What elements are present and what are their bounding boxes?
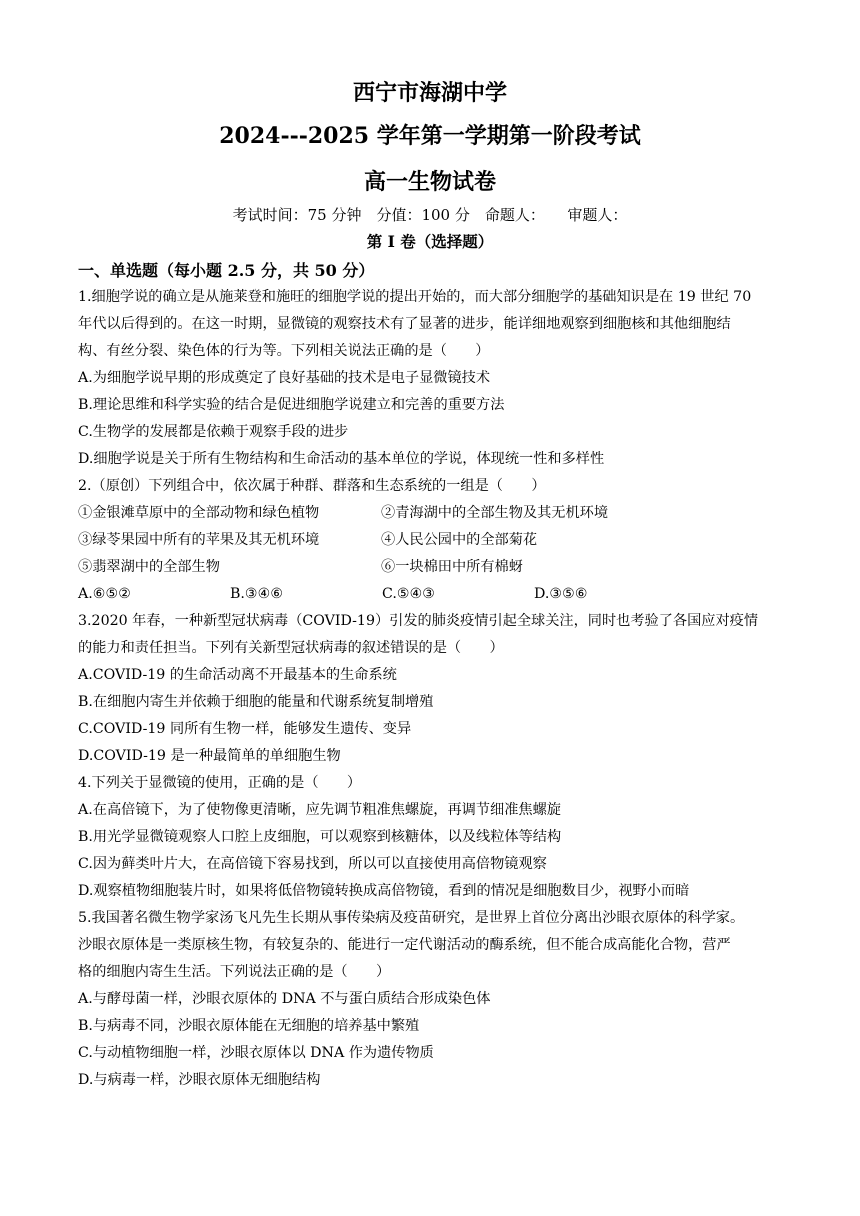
item: ②青海湖中的全部生物及其无机环境 bbox=[381, 505, 609, 521]
item-row bbox=[78, 500, 782, 527]
option-row bbox=[78, 581, 782, 608]
option-c: C.COVID-19 同所有生物一样，能够发生遗传、变异 bbox=[78, 721, 412, 737]
question-2 bbox=[78, 473, 782, 608]
option-b: B.在细胞内寄生并依赖于细胞的能量和代谢系统复制增殖 bbox=[78, 694, 434, 710]
school-title: 西宁市海湖中学 bbox=[352, 80, 507, 106]
item-row bbox=[78, 554, 782, 581]
option-d: D.细胞学说是关于所有生物结构和生命活动的基本单位的学说，体现统一性和多样性 bbox=[78, 451, 605, 467]
question-stem: 年代以后得到的。在这一时期，显微镜的观察技术有了显著的进步，能详细地观察到细胞核和其他细胞结 bbox=[78, 316, 731, 332]
exam-info: 考试时间：75 分钟 分值：100 分 命题人： 审题人： bbox=[232, 206, 628, 224]
option-b: B.与病毒不同，沙眼衣原体能在无细胞的培养基中繁殖 bbox=[78, 1018, 420, 1034]
item: ①金银滩草原中的全部动物和绿色植物 bbox=[78, 505, 320, 521]
option-c: C.与动植物细胞一样，沙眼衣原体以 DNA 作为遗传物质 bbox=[78, 1045, 434, 1061]
option-d: D.与病毒一样，沙眼衣原体无细胞结构 bbox=[78, 1072, 321, 1088]
option-c: C.因为藓类叶片大，在高倍镜下容易找到，所以可以直接使用高倍物镜观察 bbox=[78, 856, 547, 872]
item: ④人民公园中的全部菊花 bbox=[381, 532, 538, 548]
option-d: D.③⑤⑥ bbox=[534, 586, 588, 602]
question-stem: 1.细胞学说的确立是从施莱登和施旺的细胞学说的提出开始的，而大部分细胞学的基础知识是在 19 世纪 70 bbox=[78, 289, 752, 305]
option-a: A.COVID-19 的生命活动离不开最基本的生命系统 bbox=[78, 667, 397, 683]
question-4 bbox=[78, 770, 782, 905]
option-d: D.COVID-19 是一种最简单的单细胞生物 bbox=[78, 748, 341, 764]
section-title: 第 Ⅰ 卷（选择题） bbox=[366, 232, 494, 251]
option-c: C.⑤④③ bbox=[382, 586, 436, 602]
item: ⑥一块棉田中所有棉蚜 bbox=[381, 559, 523, 575]
option-b: B.理论思维和科学实验的结合是促进细胞学说建立和完善的重要方法 bbox=[78, 397, 505, 413]
part-heading: 一、单选题（每小题 2.5 分，共 50 分） bbox=[78, 261, 375, 280]
question-stem: 格的细胞内寄生生活。下列说法正确的是（ ） bbox=[78, 964, 391, 980]
question-stem: 2.（原创）下列组合中，依次属于种群、群落和生态系统的一组是（ ） bbox=[78, 478, 546, 494]
subject-title: 高一生物试卷 bbox=[363, 169, 496, 195]
question-stem: 3.2020 年春，一种新型冠状病毒（COVID-19）引发的肺炎疫情引起全球关注，同时也考验了各国应对疫情 bbox=[78, 613, 759, 629]
option-c: C.生物学的发展都是依赖于观察手段的进步 bbox=[78, 424, 349, 440]
option-b: B.用光学显微镜观察人口腔上皮细胞，可以观察到核糖体，以及线粒体等结构 bbox=[78, 829, 562, 845]
question-3 bbox=[78, 608, 782, 770]
option-a: A.在高倍镜下，为了使物像更清晰，应先调节粗准焦螺旋，再调节细准焦螺旋 bbox=[78, 802, 561, 818]
option-a: A.与酵母菌一样，沙眼衣原体的 DNA 不与蛋白质结合形成染色体 bbox=[78, 991, 491, 1007]
question-list bbox=[78, 284, 782, 1094]
question-stem: 的能力和责任担当。下列有关新型冠状病毒的叙述错误的是（ ） bbox=[78, 640, 504, 656]
option-d: D.观察植物细胞装片时，如果将低倍物镜转换成高倍物镜，看到的情况是细胞数目少，视野小而暗 bbox=[78, 883, 690, 899]
option-a: A.⑥⑤② bbox=[78, 586, 131, 602]
item: ③绿苓果园中所有的苹果及其无机环境 bbox=[78, 532, 320, 548]
item: ⑤翡翠湖中的全部生物 bbox=[78, 559, 220, 575]
question-stem: 4.下列关于显微镜的使用，正确的是（ ） bbox=[78, 775, 362, 791]
item-row bbox=[78, 527, 782, 554]
question-stem: 构、有丝分裂、染色体的行为等。下列相关说法正确的是（ ） bbox=[78, 343, 490, 359]
question-1 bbox=[78, 284, 782, 473]
exam-title: 2024---2025 学年第一学期第一阶段考试 bbox=[219, 123, 641, 149]
question-stem: 沙眼衣原体是一类原核生物，有较复杂的、能进行一定代谢活动的酶系统，但不能合成高能化合物，营严 bbox=[78, 937, 731, 953]
option-b: B.③④⑥ bbox=[230, 586, 284, 602]
question-stem: 5.我国著名微生物学家汤飞凡先生长期从事传染病及疫苗研究，是世界上首位分离出沙眼衣原体的科学家。 bbox=[78, 910, 745, 926]
question-5 bbox=[78, 905, 782, 1094]
option-a: A.为细胞学说早期的形成奠定了良好基础的技术是电子显微镜技术 bbox=[78, 370, 491, 386]
